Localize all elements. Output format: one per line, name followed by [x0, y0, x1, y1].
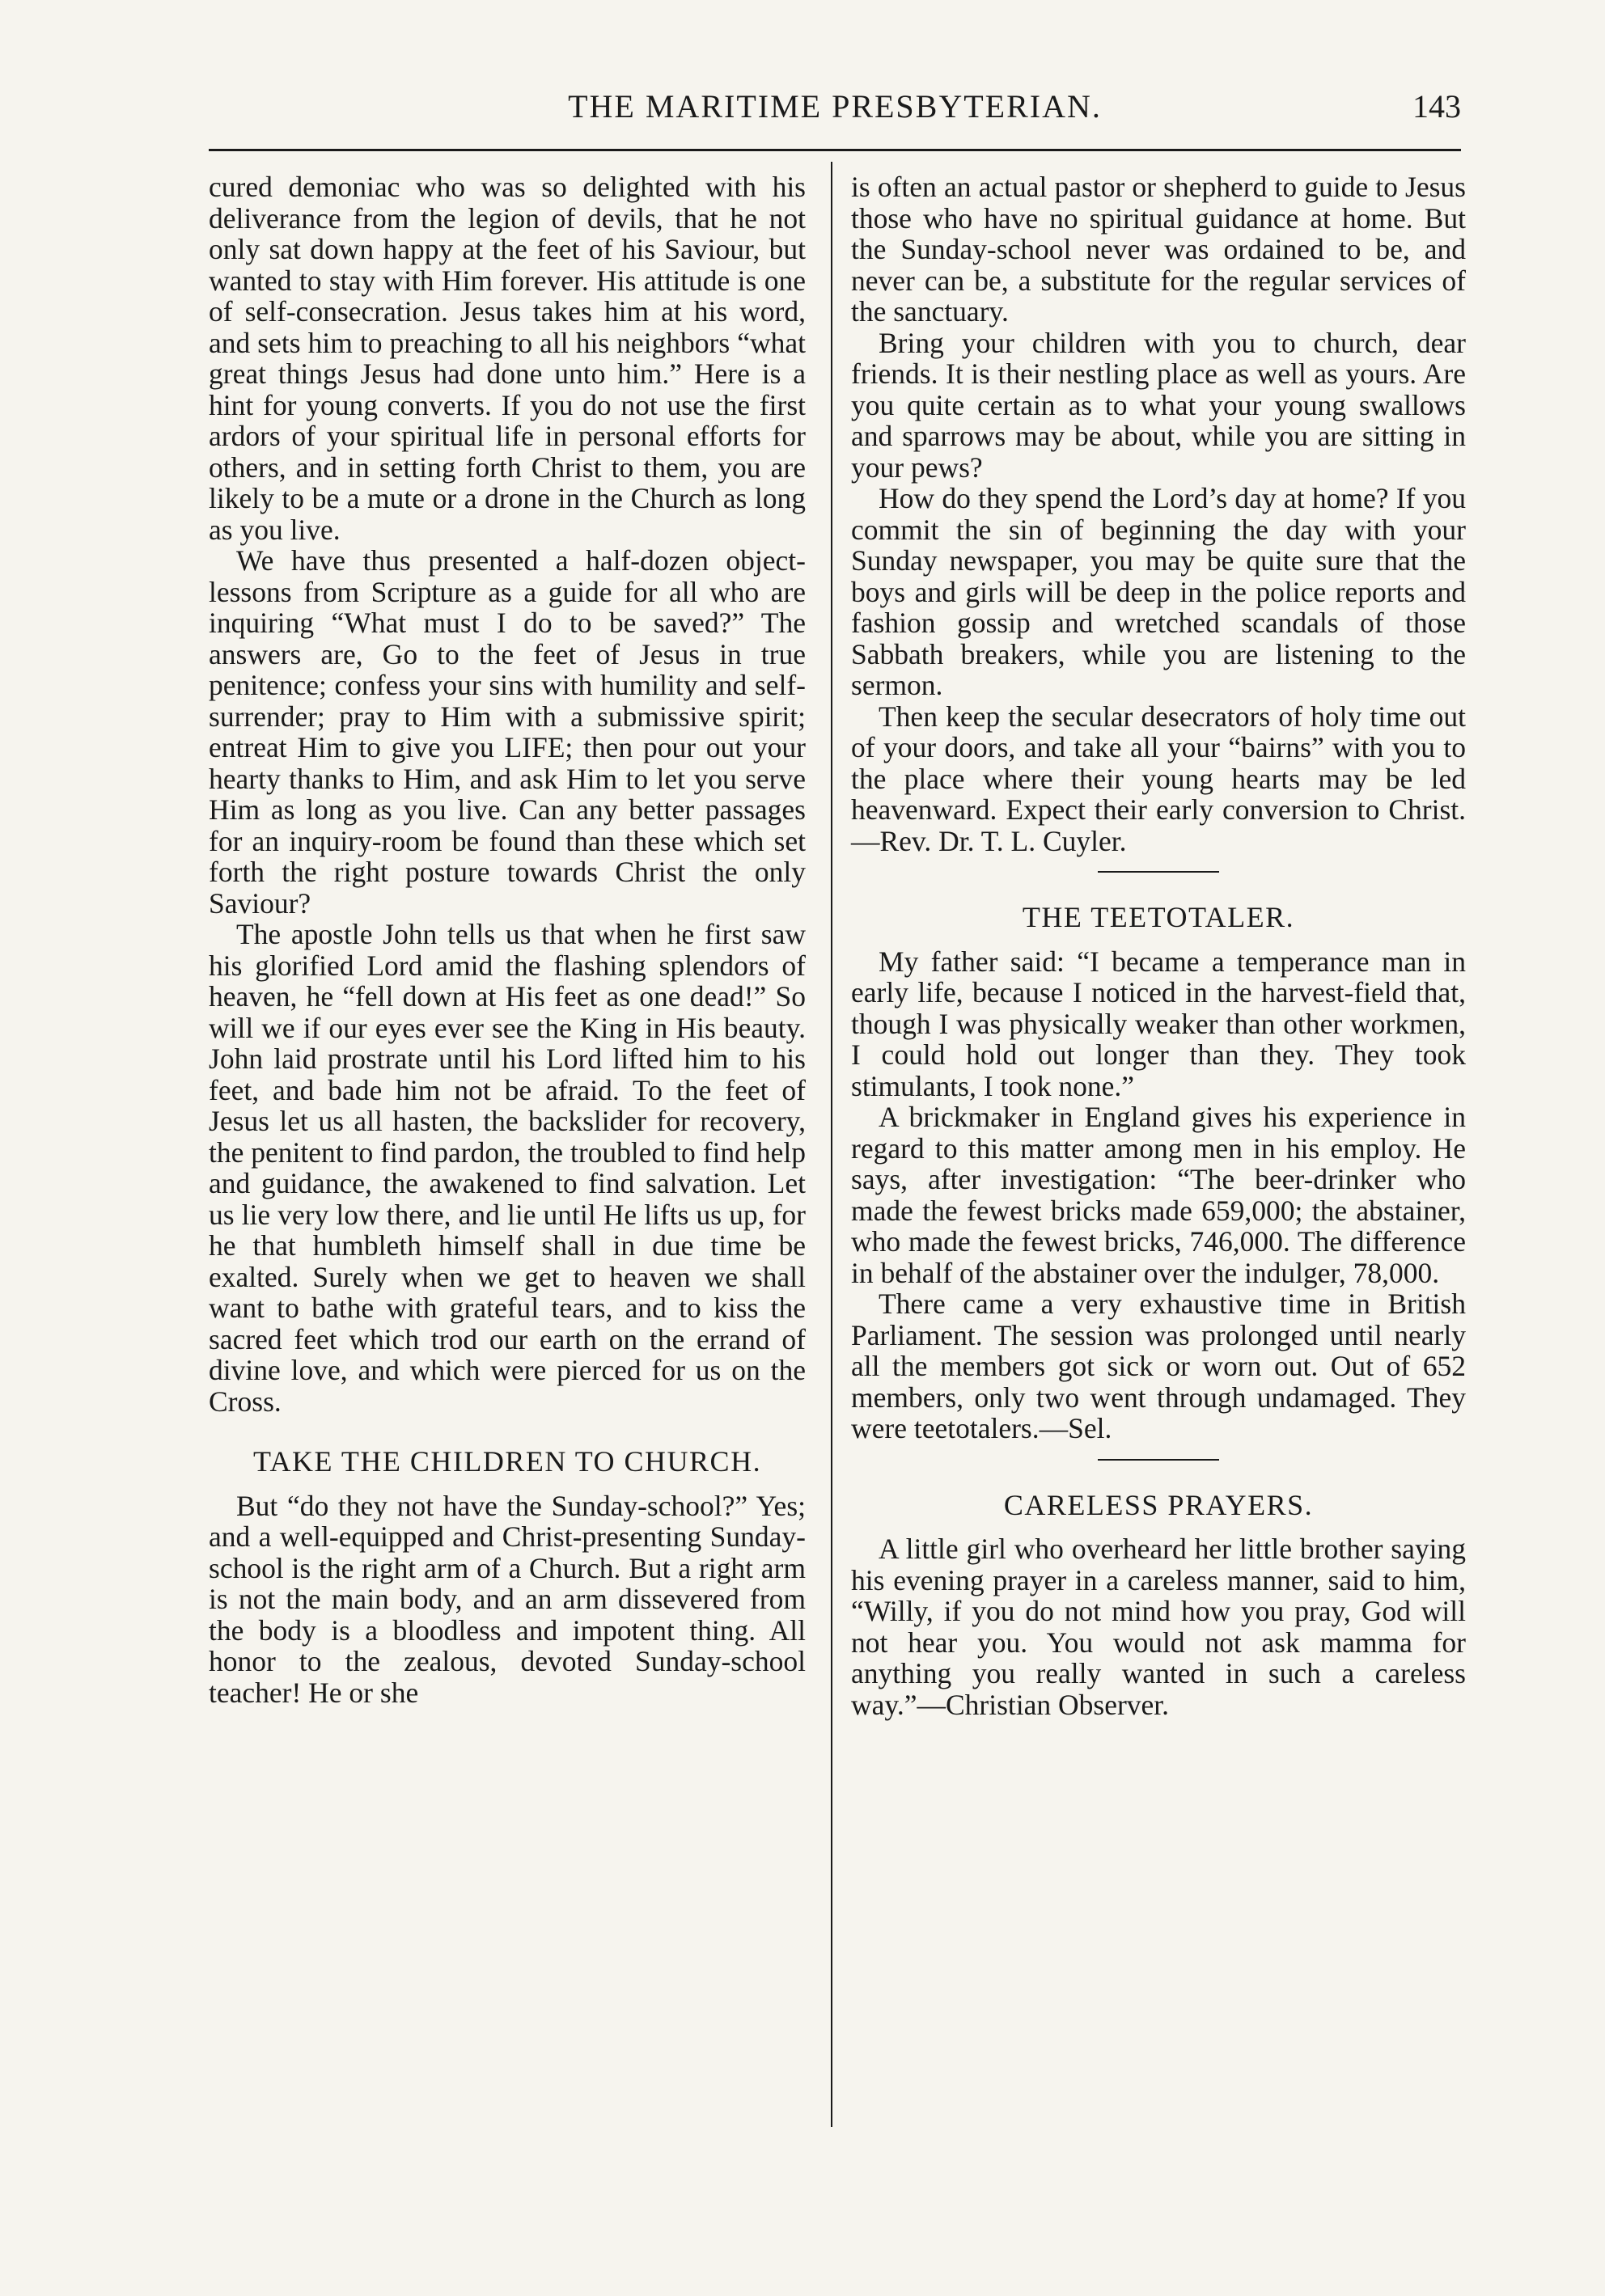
article-paragraph: How do they spend the Lord’s day at home? If you commit the sin of beginning the day with your Sunday newspaper, you may be quite sure that the boys and girls will be deep in the police reports and fashion gossip and wretched scandals of those Sabbath breakers, while you are listening to the sermon. — [851, 482, 1466, 701]
running-title: THE MARITIME PRESBYTERIAN. — [568, 88, 1102, 125]
section-title: CARELESS PRAYERS. — [1003, 1488, 1314, 1521]
article-paragraph: A little girl who overheard her little brother saying his evening prayer in a careless manner, said to him, “Willy, if you do not mind how you pray, God will not hear you. You would not ask mamma for anything you really wanted in such a careless way.”—Christian Observer. — [851, 1533, 1466, 1721]
article-paragraph: Then keep the secular desecrators of holy time out of your doors, and take all your “bairns” with you to the place where their young hearts may be led heavenward. Expect their early conversion to Christ.—Rev. Dr. T. L. Cuyler. — [851, 700, 1466, 857]
page-number: 143 — [1412, 88, 1461, 125]
left-column — [209, 171, 806, 1708]
column-divider — [831, 162, 832, 2127]
article-paragraph: There came a very exhaustive time in British Parliament. The session was prolonged until nearly all the members got sick or worn out. Out of 652 members, only two went through undamaged. They were teetotalers.—Sel. — [851, 1288, 1466, 1444]
article-paragraph: A brickmaker in England gives his experience in regard to this matter among men in his employ. He says, after investigation: “The beer-drinker who made the fewest bricks made 659,000; the abstainer, who made the fewest bricks, 746,000. The difference in behalf of the abstainer over the indulger, 78,000. — [851, 1101, 1466, 1289]
article-paragraph: is often an actual pastor or shepherd to guide to Jesus those who have no spiritual guidance at home. But the Sunday-school never was ordained to be, and never can be, a substitute for the regular services of the sanctuary. — [851, 171, 1466, 328]
section-rule — [1098, 1459, 1219, 1461]
right-column — [851, 171, 1466, 1720]
header-rule — [209, 149, 1461, 151]
page-header — [209, 87, 1461, 136]
article-paragraph: cured demoniac who was so delighted with his deliverance from the legion of devils, that he not only sat down happy at the feet of his Saviour, but wanted to stay with Him forever. His attitude is one of self-consecration. Jesus takes him at his word, and sets him to preaching to all his neighbors “what great things Jesus had done unto him.” Here is a hint for young converts. If you do not use the first ardors of your spiritual life in personal efforts for others, and in setting forth Christ to them, you are likely to be a mute or a drone in the Church as long as you live. — [209, 171, 806, 546]
article-paragraph: We have thus presented a half-dozen object-lessons from Scripture as a guide for all who are inquiring “What must I do to be saved?” The answers are, Go to the feet of Jesus in true penitence; confess your sins with humility and self-surrender; pray to Him with a submissive spirit; entreat Him to give you LIFE; then pour out your hearty thanks to Him, and ask Him to let you serve Him as long as you live. Can any better passages for an inquiry-room be found than these which set forth the right posture towards Christ the only Saviour? — [209, 544, 806, 920]
section-title: THE TEETOTALER. — [1022, 901, 1295, 933]
article-paragraph: My father said: “I became a temperance man in early life, because I noticed in the harvest-field that, though I was physically weaker than other workmen, I could hold out longer than they. They took stimulants, I took none.” — [851, 945, 1466, 1102]
section-rule — [1098, 871, 1219, 873]
section-title: TAKE THE CHILDREN TO CHURCH. — [252, 1445, 762, 1478]
article-paragraph: The apostle John tells us that when he first saw his glorified Lord amid the flashing splendors of heaven, he “fell down at His feet as one dead!” So will we if our eyes ever see the King in His beauty. John laid prostrate until his Lord lifted him to his feet, and bade him not be afraid. To the feet of Jesus let us all hasten, the backslider for recovery, the penitent to find pardon, the troubled to find help and guidance, the awakened to find salvation. Let us lie very low there, and lie until He lifts us up, for he that humbleth himself shall in due time be exalted. Surely when we get to heaven we shall want to bathe with grateful tears, and to kiss the sacred feet which trod our earth on the errand of divine love, and which were pierced for us on the Cross. — [209, 918, 806, 1418]
article-paragraph: But “do they not have the Sunday-school?” Yes; and a well-equipped and Christ-presenting Sunday-school is the right arm of a Church. But a right arm is not the main body, and an arm dissevered from the body is a bloodless and impotent thing. All honor to the zealous, devoted Sunday-school teacher! He or she — [209, 1489, 806, 1709]
article-paragraph: Bring your children with you to church, dear friends. It is their nestling place as well as yours. Are you quite certain as to what your young swallows and sparrows may be about, while you are sitting in your pews? — [851, 326, 1466, 484]
